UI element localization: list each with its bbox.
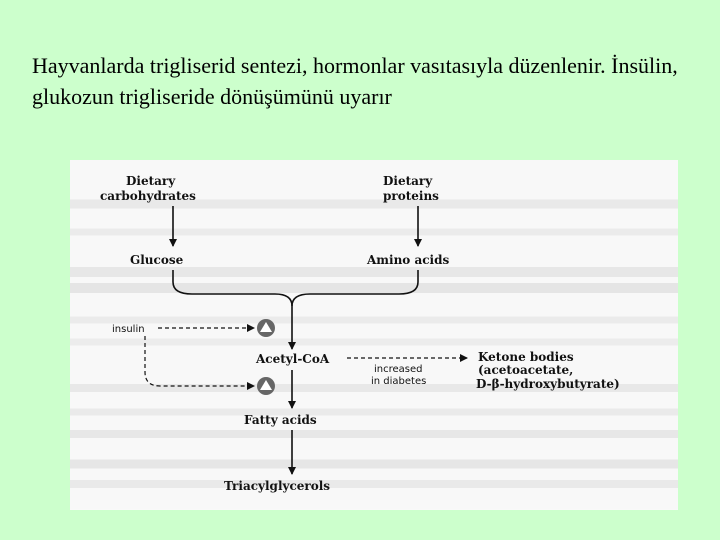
dietary-proteins-label: Dietary proteins	[383, 174, 439, 203]
pathway-diagram	[70, 160, 678, 510]
background-text-texture	[70, 160, 678, 510]
insulin-label: insulin	[112, 324, 145, 335]
triacylglycerols-label: Triacylglycerols	[224, 479, 331, 493]
pathway-figure	[70, 160, 678, 510]
dietary-carbohydrates-label: Dietary carbohydrates	[100, 174, 196, 203]
acetyl-coa-label: Acetyl-CoA	[256, 352, 330, 366]
amino-acids-label: Amino acids	[367, 253, 450, 267]
ketone-bodies-label: Ketone bodies (acetoacetate, D-β-hydroxybutyrate)	[476, 350, 620, 391]
fatty-acids-label: Fatty acids	[244, 413, 317, 427]
slide-title: Hayvanlarda trigliserid sentezi, hormonlar vasıtasıyla düzenlenir. İnsülin, glukozun trigliseride dönüşümünü uyarır	[32, 53, 678, 109]
glucose-label: Glucose	[130, 253, 184, 267]
activation-symbol-2	[257, 377, 275, 395]
increased-in-diabetes-label: increased in diabetes	[371, 364, 427, 387]
activation-symbol-1	[257, 319, 275, 337]
